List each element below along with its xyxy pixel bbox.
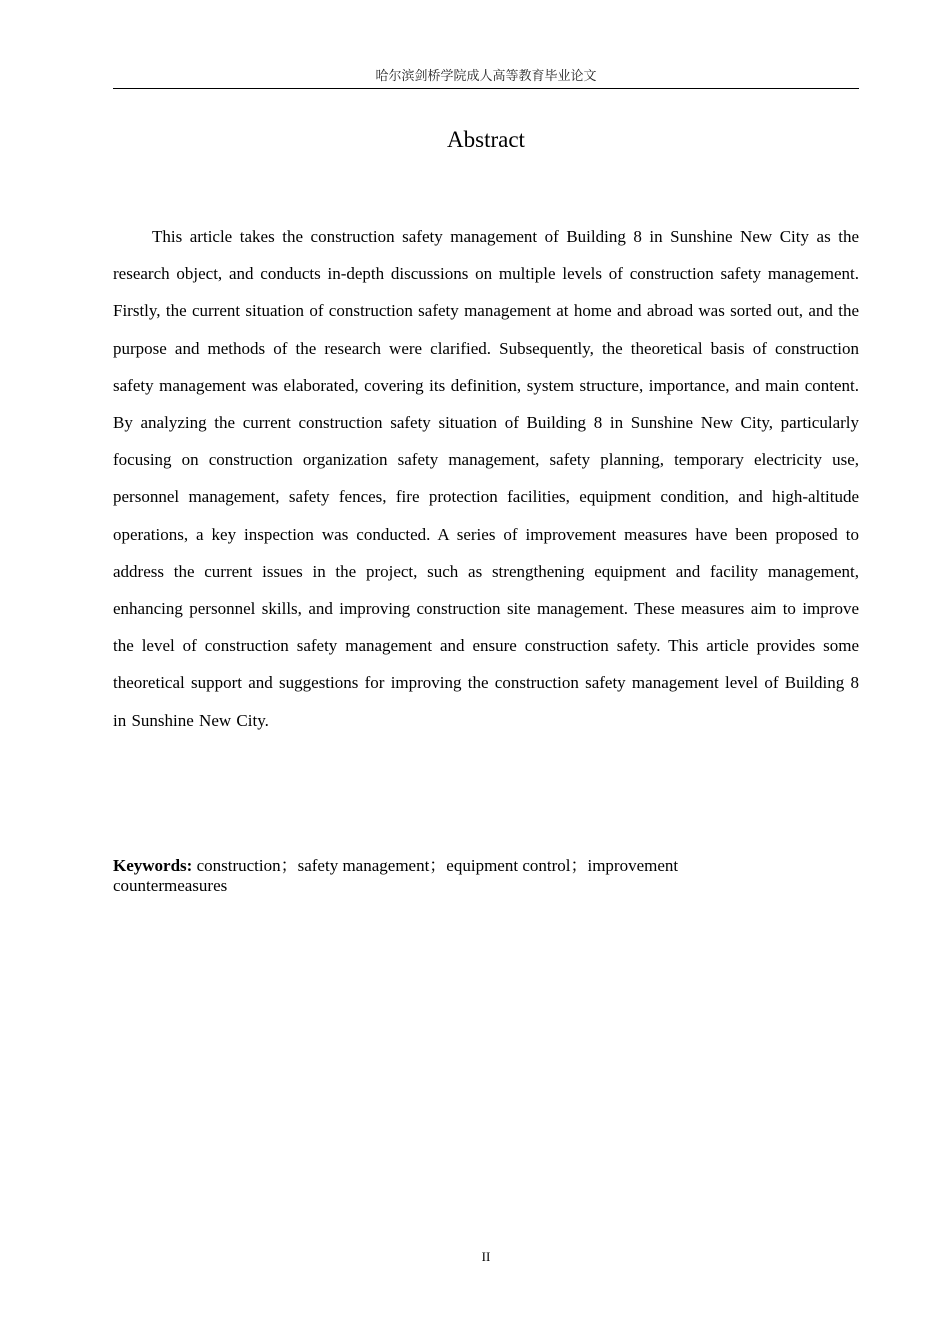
keywords-line [113,856,753,896]
keywords-text: construction；safety management；equipment control；improvement countermeasures [113,856,679,895]
abstract-body: This article takes the construction safety management of Building 8 in Sunshine New City as the research object, and conducts in-depth discussions on multiple levels of construction safety management. Firstly, the current situation of construction safety management at home and abroad was sorted out, and the purpose and methods of the research were clarified. Subsequently, the theoretical basis of construction safety management was elaborated, covering its definition, system structure, importance, and main content. By analyzing the current construction safety situation of Building 8 in Sunshine New City, particularly focusing on construction organization safety management, safety planning, temporary electricity use, personnel management, safety fences, fire protection facilities, equipment condition, and high-altitude operations, a key inspection was conducted. A series of improvement measures have been proposed to address the current issues in the project, such as strengthening equipment and facility management, enhancing personnel skills, and improving construction site management. These measures aim to improve the level of construction safety management and ensure construction safety. This article provides some theoretical support and suggestions for improving the construction safety management level of Building 8 in Sunshine New City. [113,227,859,730]
abstract-title: Abstract [447,127,525,152]
keywords-label: Keywords: [113,856,193,875]
running-header: 哈尔滨剑桥学院成人高等教育毕业论文 [375,68,597,83]
page-number: II [481,1249,491,1264]
header-rule [113,88,859,89]
